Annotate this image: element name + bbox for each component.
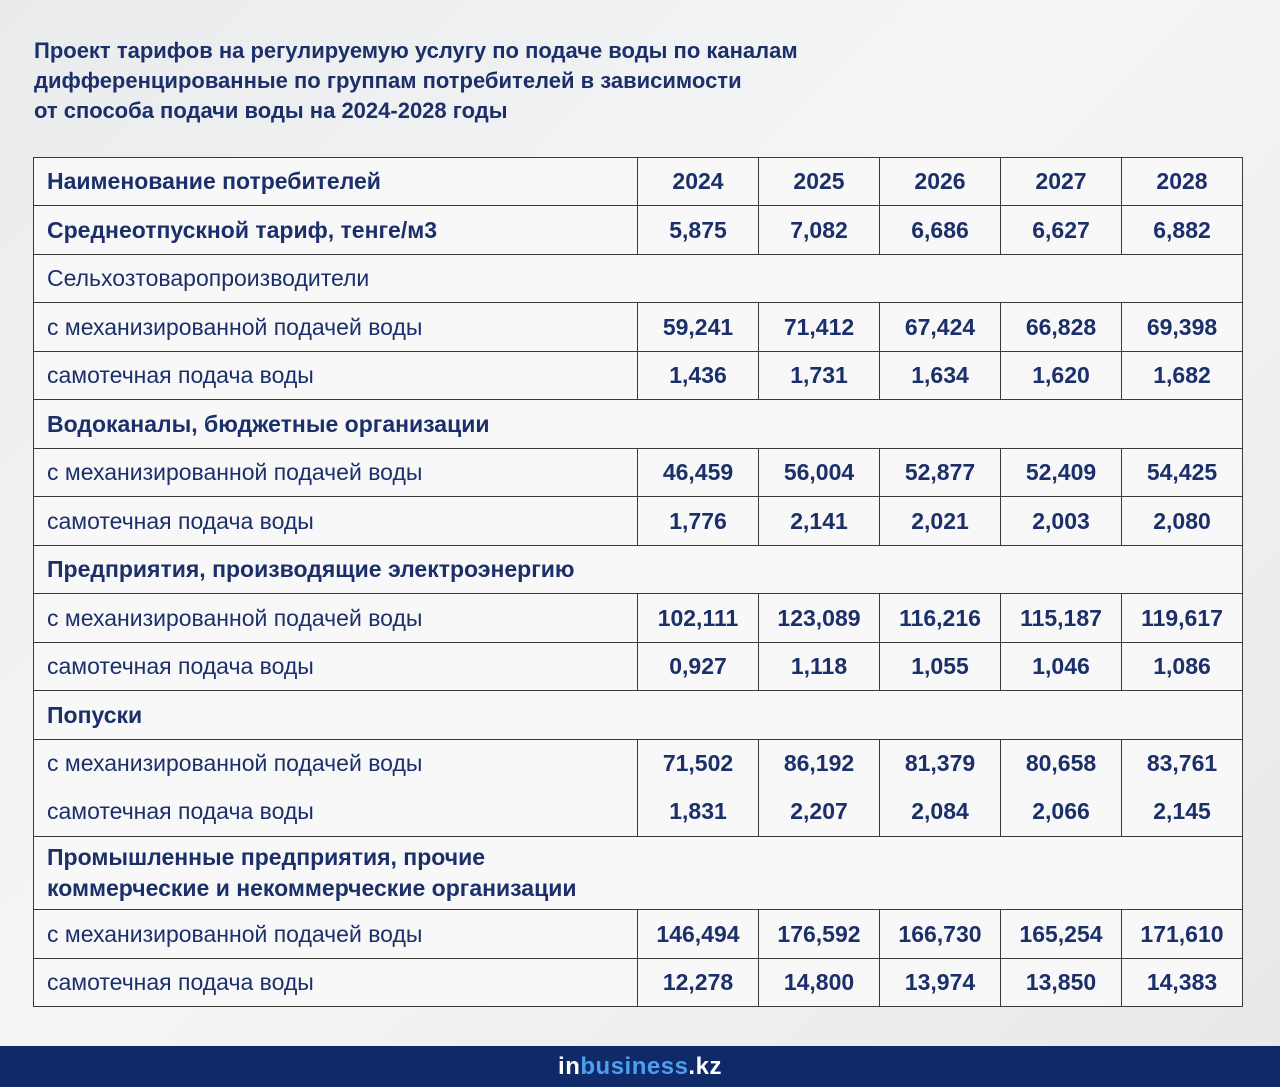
header-year-2026: 2026	[880, 158, 1001, 206]
value-cell: 13,850	[1001, 959, 1122, 1007]
header-name-cell: Наименование потребителей	[34, 158, 638, 206]
value-cell: 102,111	[638, 594, 759, 643]
value-cell: 1,731	[759, 352, 880, 400]
value-cell: 1,620	[1001, 352, 1122, 400]
section-row	[34, 546, 1243, 594]
row-name: самотечная подача воды	[34, 497, 638, 546]
table-row	[34, 740, 1243, 788]
value-cell: 13,974	[880, 959, 1001, 1007]
value-cell: 146,494	[638, 910, 759, 959]
value-cell: 1,055	[880, 643, 1001, 691]
value-cell: 71,412	[759, 303, 880, 352]
tariff-table	[33, 157, 1243, 1007]
value-cell: 12,278	[638, 959, 759, 1007]
row-name: с механизированной подачей воды	[34, 910, 638, 959]
value-cell: 14,800	[759, 959, 880, 1007]
value-cell: 165,254	[1001, 910, 1122, 959]
value-cell: 52,409	[1001, 449, 1122, 497]
value-cell: 1,682	[1122, 352, 1243, 400]
value-cell: 2,145	[1122, 788, 1243, 837]
table-row	[34, 352, 1243, 400]
value-cell: 2,066	[1001, 788, 1122, 837]
value-cell: 1,046	[1001, 643, 1122, 691]
section-title-line-2: коммерческие и некоммерческие организации	[47, 875, 577, 901]
section-title: Попуски	[34, 691, 1243, 740]
table-row	[34, 959, 1243, 1007]
row-name: с механизированной подачей воды	[34, 740, 638, 788]
section-title: Водоканалы, бюджетные организации	[34, 400, 1243, 449]
title-line-3: от способа подачи воды на 2024-2028 годы	[34, 98, 508, 123]
value-cell: 67,424	[880, 303, 1001, 352]
header-year-2025: 2025	[759, 158, 880, 206]
title-line-1: Проект тарифов на регулируемую услугу по подаче воды по каналам	[34, 38, 798, 63]
table-row	[34, 303, 1243, 352]
value-cell: 119,617	[1122, 594, 1243, 643]
value-cell: 0,927	[638, 643, 759, 691]
row-name: с механизированной подачей воды	[34, 449, 638, 497]
header-year-2028: 2028	[1122, 158, 1243, 206]
value-cell: 83,761	[1122, 740, 1243, 788]
value-cell: 81,379	[880, 740, 1001, 788]
value-cell: 2,141	[759, 497, 880, 546]
value-cell: 59,241	[638, 303, 759, 352]
value-cell: 80,658	[1001, 740, 1122, 788]
value-cell: 1,118	[759, 643, 880, 691]
value-cell: 7,082	[759, 206, 880, 255]
value-cell: 52,877	[880, 449, 1001, 497]
table-row	[34, 497, 1243, 546]
row-name: Среднеотпускной тариф, тенге/м3	[34, 206, 638, 255]
value-cell: 116,216	[880, 594, 1001, 643]
value-cell: 5,875	[638, 206, 759, 255]
value-cell: 123,089	[759, 594, 880, 643]
table-row	[34, 788, 1243, 837]
value-cell: 2,207	[759, 788, 880, 837]
value-cell: 115,187	[1001, 594, 1122, 643]
section-row	[34, 837, 1243, 910]
table-row	[34, 643, 1243, 691]
value-cell: 1,776	[638, 497, 759, 546]
value-cell: 1,831	[638, 788, 759, 837]
value-cell: 6,882	[1122, 206, 1243, 255]
title-line-2: дифференцированные по группам потребителей в зависимости	[34, 68, 742, 93]
table-row	[34, 594, 1243, 643]
value-cell: 1,634	[880, 352, 1001, 400]
value-cell: 2,003	[1001, 497, 1122, 546]
row-name: с механизированной подачей воды	[34, 594, 638, 643]
logo-business: business	[580, 1052, 689, 1080]
row-name: с механизированной подачей воды	[34, 303, 638, 352]
logo-in: in	[558, 1052, 581, 1080]
logo-kz: .kz	[688, 1052, 722, 1080]
footer-bar	[0, 1046, 1280, 1087]
section-row	[34, 400, 1243, 449]
table-row	[34, 449, 1243, 497]
value-cell: 2,021	[880, 497, 1001, 546]
value-cell: 46,459	[638, 449, 759, 497]
table-row-average-tariff	[34, 206, 1243, 255]
table-row	[34, 910, 1243, 959]
header-year-2024: 2024	[638, 158, 759, 206]
value-cell: 171,610	[1122, 910, 1243, 959]
value-cell: 1,436	[638, 352, 759, 400]
value-cell: 166,730	[880, 910, 1001, 959]
value-cell: 56,004	[759, 449, 880, 497]
value-cell: 6,627	[1001, 206, 1122, 255]
inbusiness-logo[interactable]	[558, 1053, 722, 1081]
value-cell: 66,828	[1001, 303, 1122, 352]
section-title: Сельхозтоваропроизводители	[34, 255, 1243, 303]
value-cell: 14,383	[1122, 959, 1243, 1007]
value-cell: 1,086	[1122, 643, 1243, 691]
row-name: самотечная подача воды	[34, 959, 638, 1007]
row-name: самотечная подача воды	[34, 643, 638, 691]
value-cell: 6,686	[880, 206, 1001, 255]
row-name: самотечная подача воды	[34, 352, 638, 400]
table-header-row	[34, 158, 1243, 206]
value-cell: 69,398	[1122, 303, 1243, 352]
value-cell: 2,084	[880, 788, 1001, 837]
section-row	[34, 255, 1243, 303]
section-title-line-1: Промышленные предприятия, прочие	[47, 844, 485, 870]
row-name: самотечная подача воды	[34, 788, 638, 837]
section-row	[34, 691, 1243, 740]
value-cell: 54,425	[1122, 449, 1243, 497]
value-cell: 86,192	[759, 740, 880, 788]
section-title: Предприятия, производящие электроэнергию	[34, 546, 1243, 594]
value-cell: 176,592	[759, 910, 880, 959]
value-cell: 2,080	[1122, 497, 1243, 546]
value-cell: 71,502	[638, 740, 759, 788]
page-title	[34, 36, 1034, 126]
section-title	[34, 837, 1243, 910]
header-year-2027: 2027	[1001, 158, 1122, 206]
